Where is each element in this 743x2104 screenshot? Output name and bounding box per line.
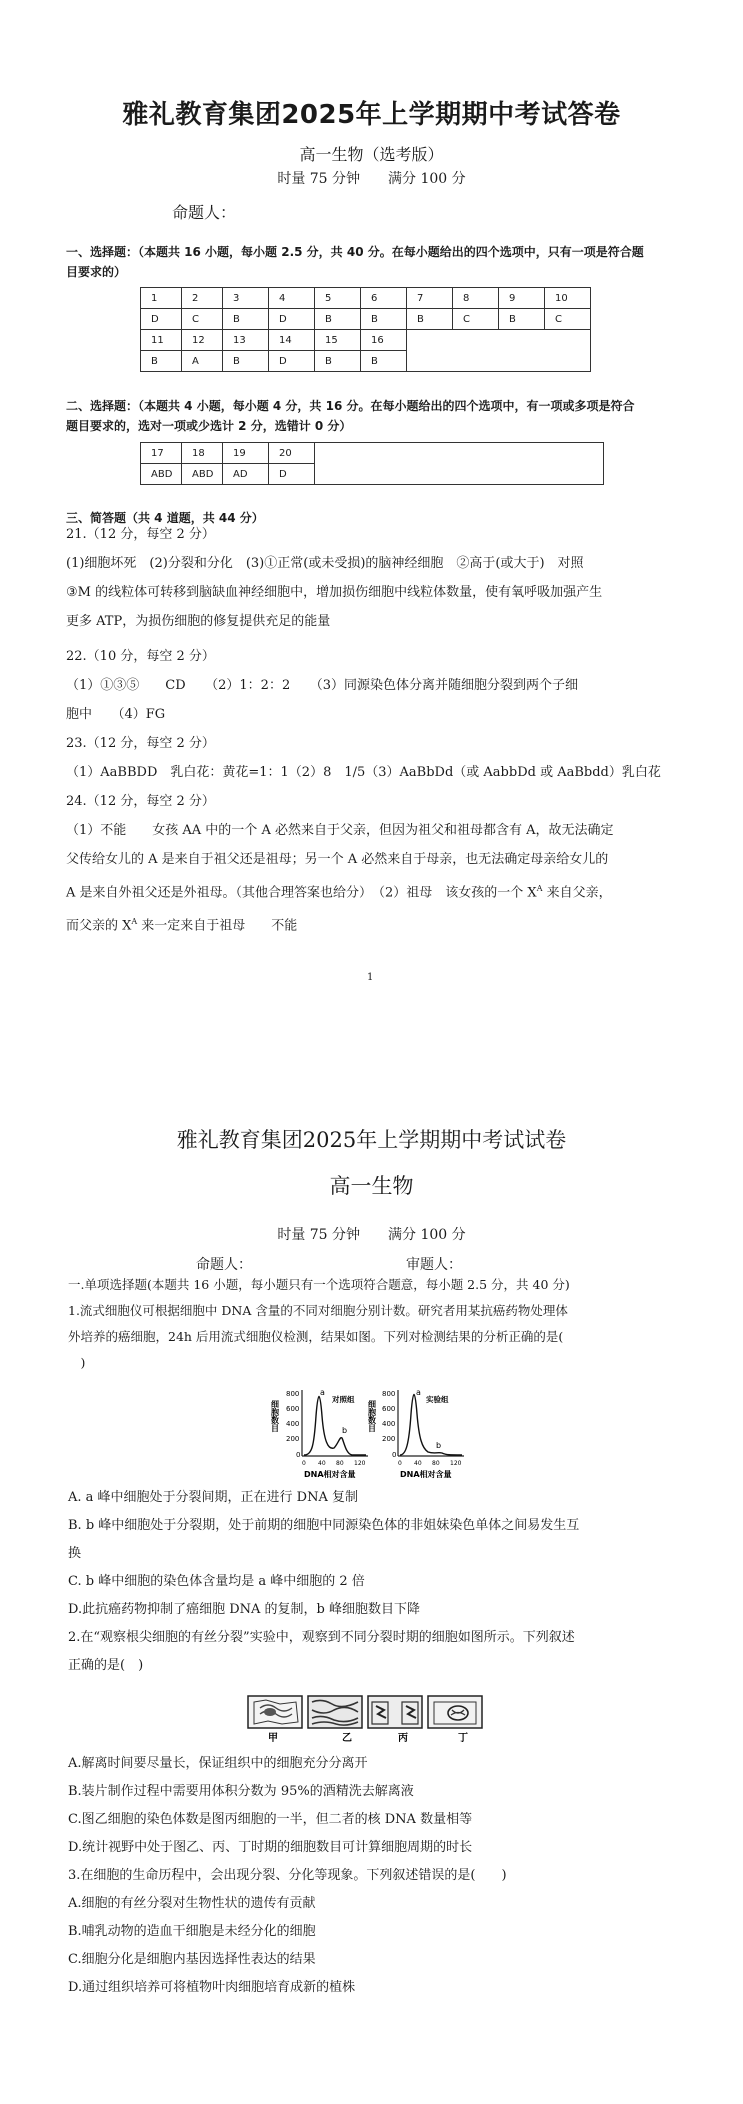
table-cell: B [407, 309, 453, 330]
table-cell: B [141, 351, 182, 372]
table-cell: B [499, 309, 545, 330]
table-cell: 11 [141, 330, 182, 351]
exam-paper-title: 雅礼教育集团2025年上学期期中考试试卷 [176, 1128, 567, 1152]
q1-option-d: D.此抗癌药物抑制了癌细胞 DNA 的复制，b 峰细胞数目下降 [68, 1602, 420, 1617]
section2-heading: 二、选择题：（本题共 4 小题，每小题 4 分，共 16 分。在每小题给出的四个选项中，有一项或多项是符合 题目要求的，选对一项或少选计 2 分，选错计 0 分） [66, 399, 635, 433]
y-tick-label: 200 [286, 1435, 300, 1443]
q1-option-b: B. b 峰中细胞处于分裂期，处于前期的细胞中同源染色体的非姐妹染色单体之间易发生互 [68, 1518, 580, 1533]
figure-label-jia: 甲 [268, 1733, 278, 1744]
section2-answer-table [140, 442, 604, 485]
q2-stem: 2.在“观察根尖细胞的有丝分裂”实验中，观察到不同分裂时期的细胞如图所示。下列叙述 [68, 1630, 575, 1645]
table-cell: 20 [269, 443, 315, 464]
x-axis-label: DNA相对含量 [400, 1470, 452, 1479]
table-cell: D [269, 464, 315, 485]
table-cell: 4 [269, 288, 315, 309]
y-tick-label: 0 [392, 1451, 397, 1459]
table-cell: 8 [453, 288, 499, 309]
answer-sheet-title: 雅礼教育集团2025年上学期期中考试答卷 [122, 100, 621, 130]
y-tick-label: 600 [286, 1405, 300, 1413]
figure-y-label: 细胞数目 [270, 1400, 280, 1432]
q1-flow-cytometry-figure [268, 1386, 478, 1482]
table-cell: B [315, 309, 361, 330]
q1-option-a: A. a 峰中细胞处于分裂间期，正在进行 DNA 复制 [68, 1490, 358, 1505]
exam-paper-page [0, 1060, 743, 2104]
table-cell: C [182, 309, 223, 330]
right-panel [367, 1388, 465, 1479]
table-cell: ABD [141, 464, 182, 485]
peak-b-label: b [342, 1426, 348, 1435]
table-cell: 7 [407, 288, 453, 309]
q21-head: 21.（12 分，每空 2 分） [66, 527, 215, 542]
q2-option-b: B.装片制作过程中需要用体积分数为 95%的酒精洗去解离液 [68, 1784, 414, 1799]
q24-head: 24.（12 分，每空 2 分） [66, 794, 215, 809]
page-number: 1 [367, 972, 374, 983]
table-cell: 18 [182, 443, 223, 464]
table-row [141, 309, 591, 330]
section1-heading: 一、选择题：（本题共 16 小题，每小题 2.5 分，共 40 分。在每小题给出的四个选项中，只有一项是符合题 目要求的） [66, 245, 644, 279]
table-cell: 10 [545, 288, 591, 309]
q24-answer-line: （1）不能 女孩 AA 中的一个 A 必然来自于父亲，但因为祖父和祖母都含有 A，故无法确定 [66, 823, 614, 838]
table-cell: 13 [223, 330, 269, 351]
q2-q3-body [68, 1750, 708, 2002]
y-tick-label: 400 [382, 1420, 396, 1428]
q3-stem: 3.在细胞的生命历程中，会出现分裂、分化等现象。下列叙述错误的是( ) [68, 1868, 507, 1883]
y-tick-label: 400 [286, 1420, 300, 1428]
q2-option-d: D.统计视野中处于图乙、丙、丁时期的细胞数目可计算细胞周期的时长 [68, 1840, 473, 1855]
left-panel [286, 1388, 368, 1479]
table-cell: C [545, 309, 591, 330]
x-tick-label: 120 [450, 1460, 462, 1467]
exam-paper-author: 命题人： [196, 1257, 252, 1273]
left-panel-title: 对照组 [332, 1395, 355, 1404]
q3-option-d: D.通过组织培养可将植物叶肉细胞培育成新的植株 [68, 1980, 356, 1995]
cell-image-jia [248, 1696, 302, 1728]
table-row [141, 330, 591, 351]
section-heading: 一.单项选择题(本题共 16 小题，每小题只有一个选项符合题意，每小题 2.5 分，共 40 分) [68, 1277, 570, 1292]
table-cell: B [315, 351, 361, 372]
q1-stem: ) [68, 1355, 86, 1370]
table-cell-empty [315, 443, 604, 485]
exam-paper-time-score: 时量 75 分钟 满分 100 分 [277, 1227, 466, 1243]
table-cell: C [453, 309, 499, 330]
table-cell: 2 [182, 288, 223, 309]
x-tick-label: 120 [354, 1460, 366, 1467]
q2-option-c: C.图乙细胞的染色体数是图丙细胞的一半，但二者的核 DNA 数量相等 [68, 1812, 473, 1827]
q1-option-b-cont: 换 [68, 1546, 82, 1561]
cell-image-ding [428, 1696, 482, 1728]
answer-sheet-author: 命题人： [172, 203, 237, 222]
cell-image-yi [308, 1696, 362, 1728]
x-tick-label: 40 [414, 1460, 422, 1467]
table-cell: 5 [315, 288, 361, 309]
q2-stem: 正确的是( ) [68, 1658, 144, 1673]
q22-answer-line: 胞中 （4）FG [66, 707, 166, 722]
section1-answer-table [140, 287, 591, 372]
table-cell: D [269, 351, 315, 372]
q2-cell-figure [246, 1694, 486, 1744]
q21-answer-line: (1)细胞坏死 (2)分裂和分化 (3)①正常(或未受损)的脑神经细胞 ②高于(或大于) 对照 [66, 556, 584, 571]
table-cell: D [269, 309, 315, 330]
x-tick-label: 0 [302, 1460, 306, 1467]
cell-image-bing [368, 1696, 422, 1728]
x-axis-label: DNA相对含量 [304, 1470, 356, 1479]
table-cell: AD [223, 464, 269, 485]
exam-paper-reviewer: 审题人： [406, 1257, 462, 1273]
table-cell: D [141, 309, 182, 330]
peak-a-label: a [320, 1388, 325, 1397]
y-tick-label: 800 [382, 1390, 396, 1398]
table-cell: A [182, 351, 223, 372]
q1-stem: 外培养的癌细胞，24h 后用流式细胞仪检测，结果如图。下列对检测结果的分析正确的是( [68, 1329, 564, 1344]
table-cell: B [223, 351, 269, 372]
section3-heading: 三、简答题（共 4 道题，共 44 分） [66, 511, 264, 525]
figure-y-label: 细胞数目 [367, 1400, 377, 1432]
q1-option-c: C. b 峰中细胞的染色体含量均是 a 峰中细胞的 2 倍 [68, 1574, 365, 1589]
x-tick-label: 80 [432, 1460, 440, 1467]
y-tick-label: 800 [286, 1390, 300, 1398]
q23-answer-line: （1）AaBBDD 乳白花：黄花=1：1（2）8 1/5（3）AaBbDd（或 AabbDd 或 AaBbdd）乳白花 [66, 765, 661, 780]
table-cell: 1 [141, 288, 182, 309]
y-tick-label: 200 [382, 1435, 396, 1443]
figure-label-bing: 丙 [398, 1733, 408, 1744]
figure-label-yi: 乙 [342, 1733, 352, 1744]
control-curve [304, 1397, 366, 1456]
q1-stem: 1.流式细胞仪可根据细胞中 DNA 含量的不同对细胞分别计数。研究者用某抗癌药物处理体 [68, 1303, 568, 1318]
table-cell: ABD [182, 464, 223, 485]
q21-answer-line: ③M 的线粒体可转移到脑缺血神经细胞中，增加损伤细胞中线粒体数量，使有氧呼吸加强产生 [66, 585, 603, 600]
figure-label-ding: 丁 [458, 1733, 468, 1744]
table-row [141, 443, 604, 464]
answer-sheet-subtitle: 高一生物（选考版） [299, 145, 444, 164]
x-tick-label: 0 [398, 1460, 402, 1467]
x-tick-label: 80 [336, 1460, 344, 1467]
table-cell: 14 [269, 330, 315, 351]
section3-body [66, 520, 716, 941]
q24-answer-line: 父传给女儿的 A 是来自于祖父还是祖母；另一个 A 必然来自于母亲，也无法确定母亲给女儿的 [66, 852, 609, 867]
q24-answer-line: 而父亲的 $X^A$ 来一定来自于祖母 不能 [66, 917, 298, 934]
table-cell: 3 [223, 288, 269, 309]
table-cell: 15 [315, 330, 361, 351]
peak-b-label: b [436, 1441, 442, 1450]
table-cell: B [361, 351, 407, 372]
table-cell: 16 [361, 330, 407, 351]
q22-answer-line: （1）①③⑤ CD （2）1：2：2 （3）同源染色体分离并随细胞分裂到两个子细 [66, 678, 578, 693]
q1-options [68, 1484, 708, 1680]
q22-head: 22.（10 分，每空 2 分） [66, 649, 215, 664]
table-cell: 17 [141, 443, 182, 464]
table-cell: 6 [361, 288, 407, 309]
q24-answer-line: A 是来自外祖父还是外祖母。（其他合理答案也给分） （2）祖母 该女孩的一个 $X^A$ 来自父亲， [66, 884, 612, 901]
table-cell: B [361, 309, 407, 330]
table-cell: B [223, 309, 269, 330]
q3-option-b: B.哺乳动物的造血干细胞是未经分化的细胞 [68, 1924, 316, 1939]
q3-option-a: A.细胞的有丝分裂对生物性状的遗传有贡献 [68, 1896, 316, 1911]
table-cell: 19 [223, 443, 269, 464]
table-cell-empty [407, 330, 591, 372]
exam-paper-subtitle: 高一生物 [329, 1174, 414, 1198]
q21-answer-line: 更多 ATP，为损伤细胞的修复提供充足的能量 [66, 614, 331, 629]
table-cell: 9 [499, 288, 545, 309]
q3-option-c: C.细胞分化是细胞内基因选择性表达的结果 [68, 1952, 316, 1967]
y-tick-label: 0 [296, 1451, 301, 1459]
table-cell: 12 [182, 330, 223, 351]
answer-sheet-time-score: 时量 75 分钟 满分 100 分 [277, 171, 466, 187]
right-panel-title: 实验组 [426, 1395, 449, 1404]
y-tick-label: 600 [382, 1405, 396, 1413]
exam-body-top [68, 1272, 708, 1376]
table-row [141, 288, 591, 309]
q2-option-a: A.解离时间要尽量长，保证组织中的细胞充分分离开 [68, 1756, 368, 1771]
peak-a-label: a [416, 1388, 421, 1397]
q23-head: 23.（12 分，每空 2 分） [66, 736, 215, 751]
x-tick-label: 40 [318, 1460, 326, 1467]
